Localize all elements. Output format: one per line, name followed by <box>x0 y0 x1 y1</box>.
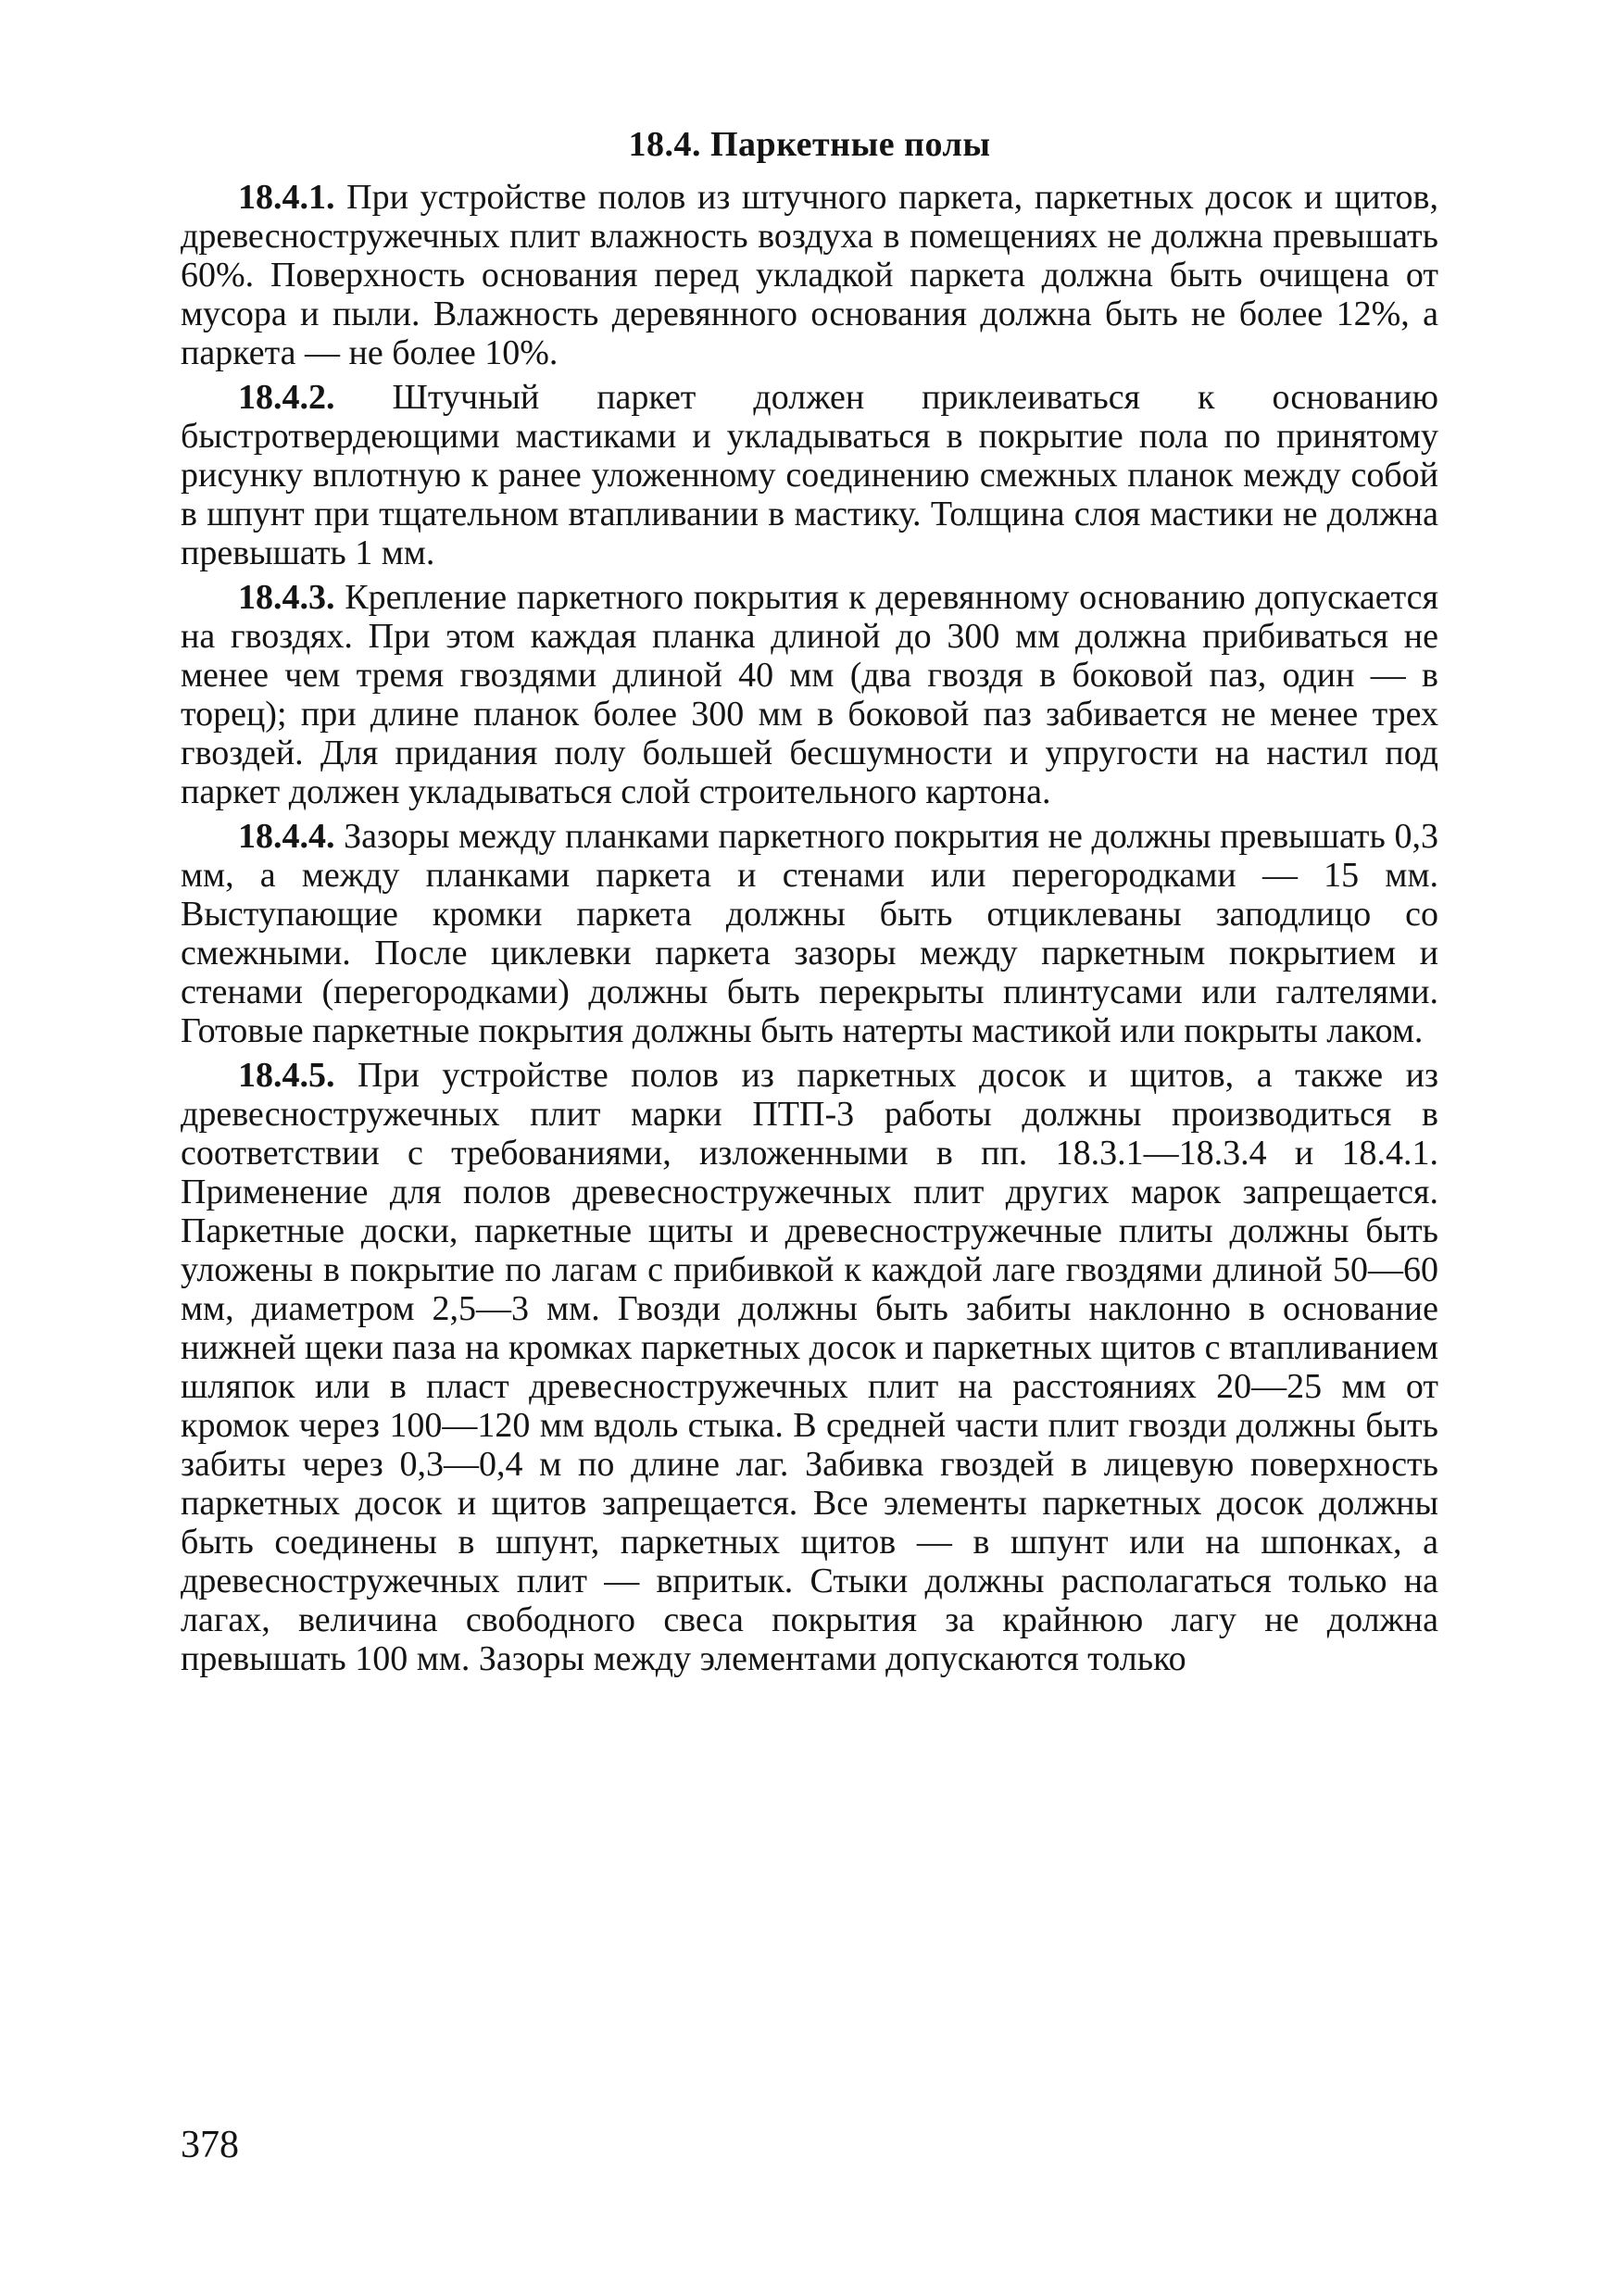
paragraph-18-4-1 <box>181 178 1438 372</box>
paragraph-18-4-3 <box>181 578 1438 811</box>
paragraph-number: 18.4.3. <box>238 578 335 617</box>
paragraph-18-4-4 <box>181 817 1438 1050</box>
paragraph-text: Зазоры между планками паркетного покрытия не должны превышать 0,3 мм, а между планками паркета и стенами или перегородками — 15 мм. Выступающие кромки паркета должны быть отциклеваны заподлицо со смежными. После циклевки паркета зазоры между паркетным покрытием и стенами (перегородками) должны быть перекрыты плинтусами или галтелями. Готовые паркетные покрытия должны быть натерты мастикой или покрыты лаком. <box>181 817 1438 1050</box>
paragraph-text: При устройстве полов из штучного паркета, паркетных досок и щитов, древесностружечных плит влажность воздуха в помещениях не должна превышать 60%. Поверхность основания перед укладкой паркета должна быть очищена от мусора и пыли. Влажность деревянного основания должна быть не более 12%, а паркета — не более 10%. <box>181 178 1438 372</box>
paragraph-number: 18.4.4. <box>238 817 335 856</box>
section-title: 18.4. Паркетные полы <box>628 125 991 164</box>
paragraph-text: Крепление паркетного покрытия к деревянному основанию допускается на гвоздях. При этом каждая планка длиной до 300 мм должна прибиваться не менее чем тремя гвоздями длиной 40 мм (два гвоздя в боковой паз, один — в торец); при длине планок более 300 мм в боковой паз забивается не менее трех гвоздей. Для придания полу большей бесшумности и упругости на настил под паркет должен укладываться слой строительного картона. <box>181 578 1438 811</box>
paragraph-18-4-2 <box>181 378 1438 572</box>
paragraph-text: Штучный паркет должен приклеиваться к основанию быстротвердеющими мастиками и укладываться в покрытие пола по принятому рисунку вплотную к ранее уложенному соединению смежных планок между собой в шпунт при тщательном втапливании в мастику. Толщина слоя мастики не должна превышать 1 мм. <box>181 378 1438 572</box>
paragraph-text: При устройстве полов из паркетных досок и щитов, а также из древесностружечных плит марки ПТП-3 работы должны производиться в соответствии с требованиями, изложенными в пп. 18.3.1—18.3.4 и 18.4.1. Применение для полов древесностружечных плит других марок запрещается. Паркетные доски, паркетные щиты и древесностружечные плиты должны быть уложены в покрытие по лагам с прибивкой к каждой лаге гвоздями длиной 50—60 мм, диаметром 2,5—3 мм. Гвозди должны быть забиты наклонно в основание нижней щеки паза на кромках паркетных досок и паркетных щитов с втапливанием шляпок или в пласт древесностружечных плит на расстояниях 20—25 мм от кромок через 100—120 мм вдоль стыка. В средней части плит гвозди должны быть забиты через 0,3—0,4 м по длине лаг. Забивка гвоздей в лицевую поверхность паркетных досок и щитов запрещается. Все элементы паркетных досок должны быть соединены в шпунт, паркетных щитов — в шпунт или на шпонках, а древесностружечных плит — впритык. Стыки должны располагаться только на лагах, величина свободного свеса покрытия за крайнюю лагу не должна превышать 100 мм. Зазоры между элементами допускаются только <box>181 1056 1438 1678</box>
paragraph-18-4-5 <box>181 1056 1438 1678</box>
text-column <box>181 119 1438 1684</box>
paragraph-number: 18.4.1. <box>238 178 335 217</box>
page-number: 378 <box>181 2124 239 2166</box>
paragraph-number: 18.4.5. <box>238 1056 335 1095</box>
paragraph-number: 18.4.2. <box>238 378 335 417</box>
